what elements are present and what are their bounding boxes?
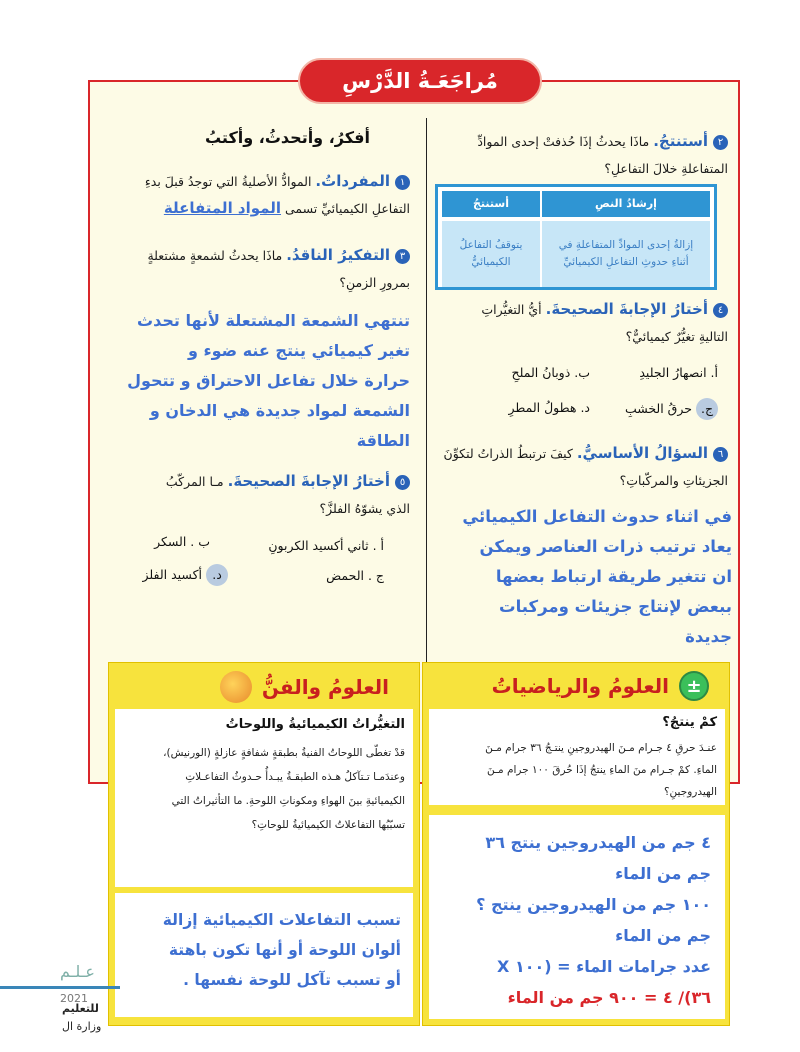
option-b[interactable]: ب . السكر: [154, 534, 210, 549]
panel-heading: [220, 671, 389, 703]
option-d[interactable]: د. هطولُ المطرِ: [508, 400, 590, 415]
answer-6: في اثناء حدوث التفاعل الكيميائي يعاد ترتيب ذرات العناصر ويمكن ان تتغير طريقة ارتباط بعضها ببعض لإنتاج جزيئات ومركبات جديدة: [462, 507, 732, 646]
art-answer: تسبب التفاعلات الكيميائية إزالة ألوان اللوحة أو أنها تكون باهتة أو تسبب تآكل للوحة نفسها .: [162, 911, 401, 989]
question-4: ٤أختارُ الإجابةَ الصحيحةَ. أيُّ التغيُّراتِ التاليةِ تغيُّرٌ كيميائيٌّ؟: [481, 300, 728, 344]
answer-1: المواد المتفاعلة: [163, 199, 282, 217]
question-number: ٦: [713, 447, 728, 462]
answer-box: [115, 893, 413, 1017]
science-math-panel: [422, 662, 730, 1026]
question-2: ٢أستنتجُ. ماذَا يحدثُ إذَا حُذفتْ إحدى الموادِّ المتفاعلةِ خلالَ التفاعلِ؟: [477, 132, 728, 176]
option-c[interactable]: ج. حرقُ الخشبِ: [625, 398, 718, 420]
option-a[interactable]: أ . ثاني أكسيد الكربونِ: [268, 538, 384, 553]
option-c[interactable]: ج . الحمض: [326, 568, 384, 583]
think-talk-write-title: أفكرُ، وأتحدثُ، وأكتبُ: [204, 128, 370, 147]
selected-answer-mark: ج.: [696, 398, 718, 420]
panel-paragraph: عنـدَ حرقِ ٤ جـرام مـنَ الهيدروجينِ ينتـجُ ٣٦ جرام مـنَ الماءِ. كمْ جـرام منَ الماءِ ينتجُ إذَا حُرقَ ١٠٠ جرام مـنَ الهيدروجينِ؟: [485, 742, 717, 798]
question-number: ١: [395, 175, 410, 190]
question-3: ٣التفكيرُ الناقدُ. ماذَا يحدثُ لشمعةٍ مشتعلةٍ بمرورِ الزمنِ؟: [147, 246, 410, 290]
panel-title: العلومُ والرياضياتُ: [491, 674, 669, 698]
option-d[interactable]: د. أكسيد الفلز: [142, 564, 228, 586]
question-number: ٢: [713, 135, 728, 150]
taqweem-label: للتعليم: [62, 1002, 99, 1015]
footer-rule: [0, 986, 120, 989]
question-1: ١المفرداتُ. الموادُّ الأصليةُ التي توجدُ قبلَ بدءِ التفاعلِ الكيميائيِّ تسمى المواد المتفاعلة: [144, 172, 410, 217]
question-6: ٦السؤالُ الأساسيُّ. كيفَ ترتبطُ الذراتُ لتكوِّنَ الجزيئاتِ والمركّباتِ؟: [443, 444, 728, 488]
question-number: ٣: [395, 249, 410, 264]
plus-minus-icon: ±: [679, 671, 709, 701]
year-label: 2021: [60, 992, 88, 1005]
question-number: ٤: [713, 303, 728, 318]
panel-body: [429, 709, 725, 805]
option-a[interactable]: أ. انصهارُ الجليدِ: [639, 365, 718, 380]
answer-box: [429, 815, 725, 1019]
science-art-panel: [108, 662, 420, 1026]
panel-title: العلومُ والفنُّ: [261, 675, 389, 699]
selected-answer-mark: د.: [206, 564, 228, 586]
platform-logo: عـلـم: [60, 962, 95, 981]
question-5: ٥أختارُ الإجابةَ الصحيحةَ. مـا المركّبُ الذي يشوّهُ الفلزَّ؟: [165, 472, 410, 516]
question-number: ٥: [395, 475, 410, 490]
table-header-infer: أستنتجُ: [442, 191, 540, 217]
option-b[interactable]: ب. ذوبانُ الملحِ: [511, 365, 590, 380]
infer-table: [435, 184, 717, 290]
math-answer: ٤ جم من الهيدروجين ينتج ٣٦ جم من الماء ١٠٠ جم من الهيدروجين ينتج ؟ جم من الماء عدد جرامات الماء = (١٠٠ X ٣٦)/ ٤ = ٩٠٠ جم من الماء: [476, 833, 711, 1007]
answer-3: تنتهي الشمعة المشتعلة لأنها تحدث تغير كيميائي ينتج عنه ضوء و حرارة خلال تفاعل الاحتراق و تتحول الشمعة لمواد جديدة هي الدخان و الطاقة: [127, 311, 410, 450]
column-divider: [426, 118, 427, 668]
table-cell-infer: يتوقفُ التفاعلُ الكيميائيُّ: [442, 221, 540, 287]
palette-icon: [220, 671, 252, 703]
table-cell-guide: إزالةُ إحدى الموادِّ المتفاعلةِ في أثناءِ حدوثِ التفاعلِ الكيميائيِّ: [542, 221, 710, 287]
lesson-review-banner: مُراجَعَـةُ الدَّرْسِ: [298, 58, 542, 104]
ministry-label: وزارة ال: [62, 1020, 102, 1033]
panel-paragraph: قدْ تغطّى اللوحاتُ الفنيةُ بطبقةٍ شفافةٍ عازلةٍ (الورنيش)، وعندَمـا تـتآكلُ هـذه الطبقـةُ يبـدأُ حـدوثُ التفاعـلاتِ الكيميائيةِ بينَ الهواءِ ومكوناتِ اللوحةِ. ما التأثيراتُ التي تسبّبُها التفاعلاتُ الكيميائيةُ للوحاتِ؟: [163, 747, 405, 831]
panel-heading: [492, 671, 709, 701]
panel-body: [115, 709, 413, 887]
panel-subtitle: كمْ ينتجُ؟: [662, 715, 717, 730]
panel-subtitle: التغيُّراتُ الكيميائيةُ واللوحاتُ: [225, 717, 405, 732]
table-header-text-guide: إرشادُ النصِ: [542, 191, 710, 217]
